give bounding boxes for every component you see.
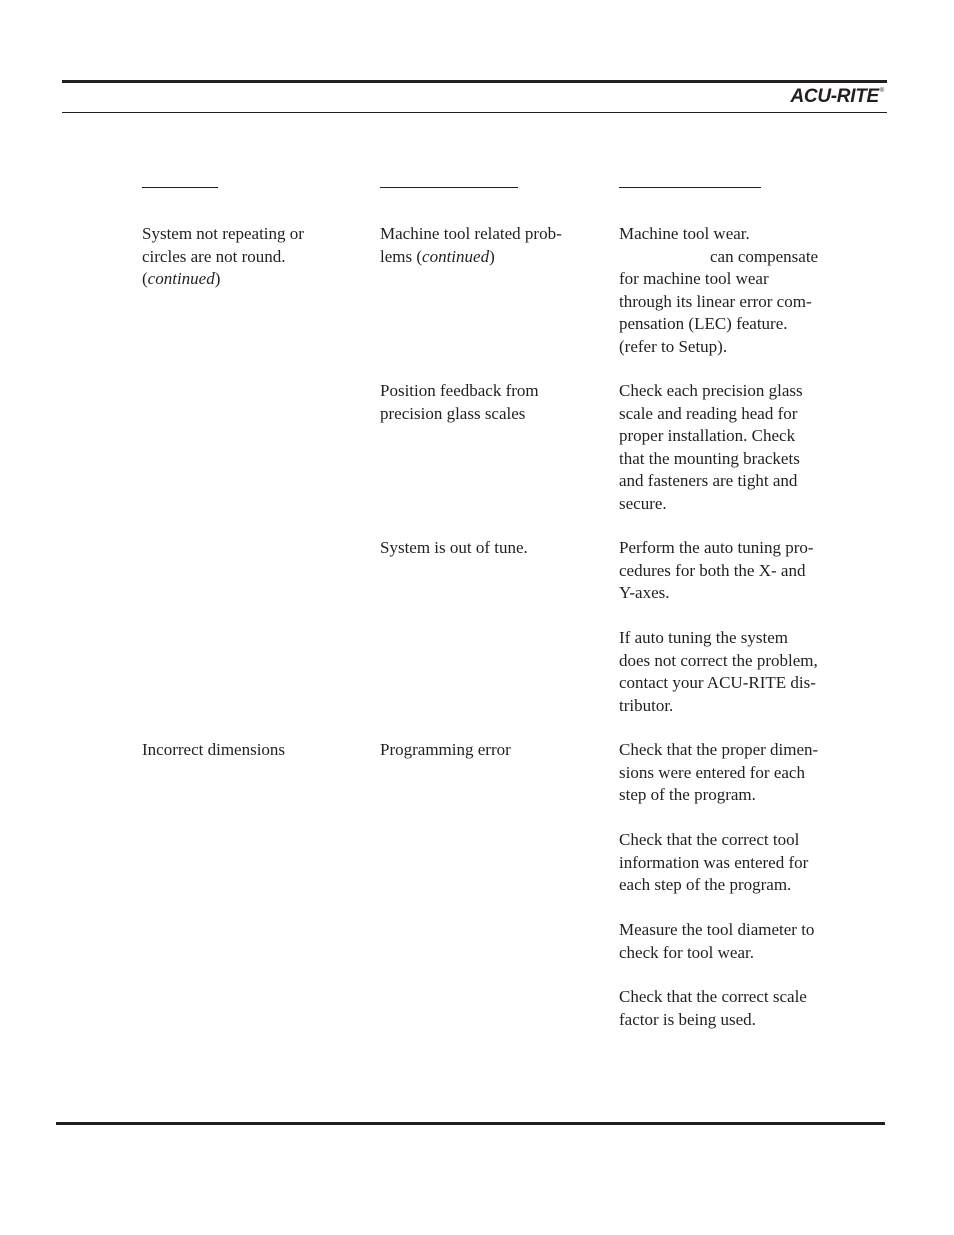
column-header-rule-cause	[380, 187, 518, 188]
solution-cell: Machine tool wear. can compensate for machine tool wear through its linear error com- pensation (LEC) feature. (refer to Setup).	[619, 224, 819, 356]
header-rule-thin	[62, 112, 887, 113]
cause-cell: System is out of tune.	[380, 538, 528, 557]
cause-cell: Position feedback from precision glass scales	[380, 381, 539, 423]
solution-cell: Check that the correct tool information was entered for each step of the program.	[619, 830, 809, 894]
solution-cell: Check that the correct scale factor is being used.	[619, 987, 807, 1029]
acu-rite-logo: ACU-RITE®	[790, 86, 884, 107]
solution-cell: Check each precision glass scale and reading head for proper installation. Check that the mounting brackets and fasteners are tight and secure.	[619, 381, 803, 513]
solution-cell: Check that the proper dimen- sions were entered for each step of the program.	[619, 740, 819, 804]
problem-cell: System not repeating or circles are not round. (continued)	[142, 224, 304, 288]
footer-rule	[56, 1122, 885, 1125]
column-header-rule-solution	[619, 187, 761, 188]
cause-cell: Machine tool related prob- lems (continued)	[380, 224, 562, 266]
header-rule-thick	[62, 80, 887, 83]
solution-cell: Perform the auto tuning pro- cedures for both the X- and Y-axes.	[619, 538, 814, 602]
solution-cell: Measure the tool diameter to check for tool wear.	[619, 920, 815, 962]
solution-cell: If auto tuning the system does not correct the problem, contact your ACU-RITE dis- tributor.	[619, 628, 818, 715]
problem-cell: Incorrect dimensions	[142, 740, 286, 759]
column-header-rule-problem	[142, 187, 218, 188]
cause-cell: Programming error	[380, 740, 511, 759]
